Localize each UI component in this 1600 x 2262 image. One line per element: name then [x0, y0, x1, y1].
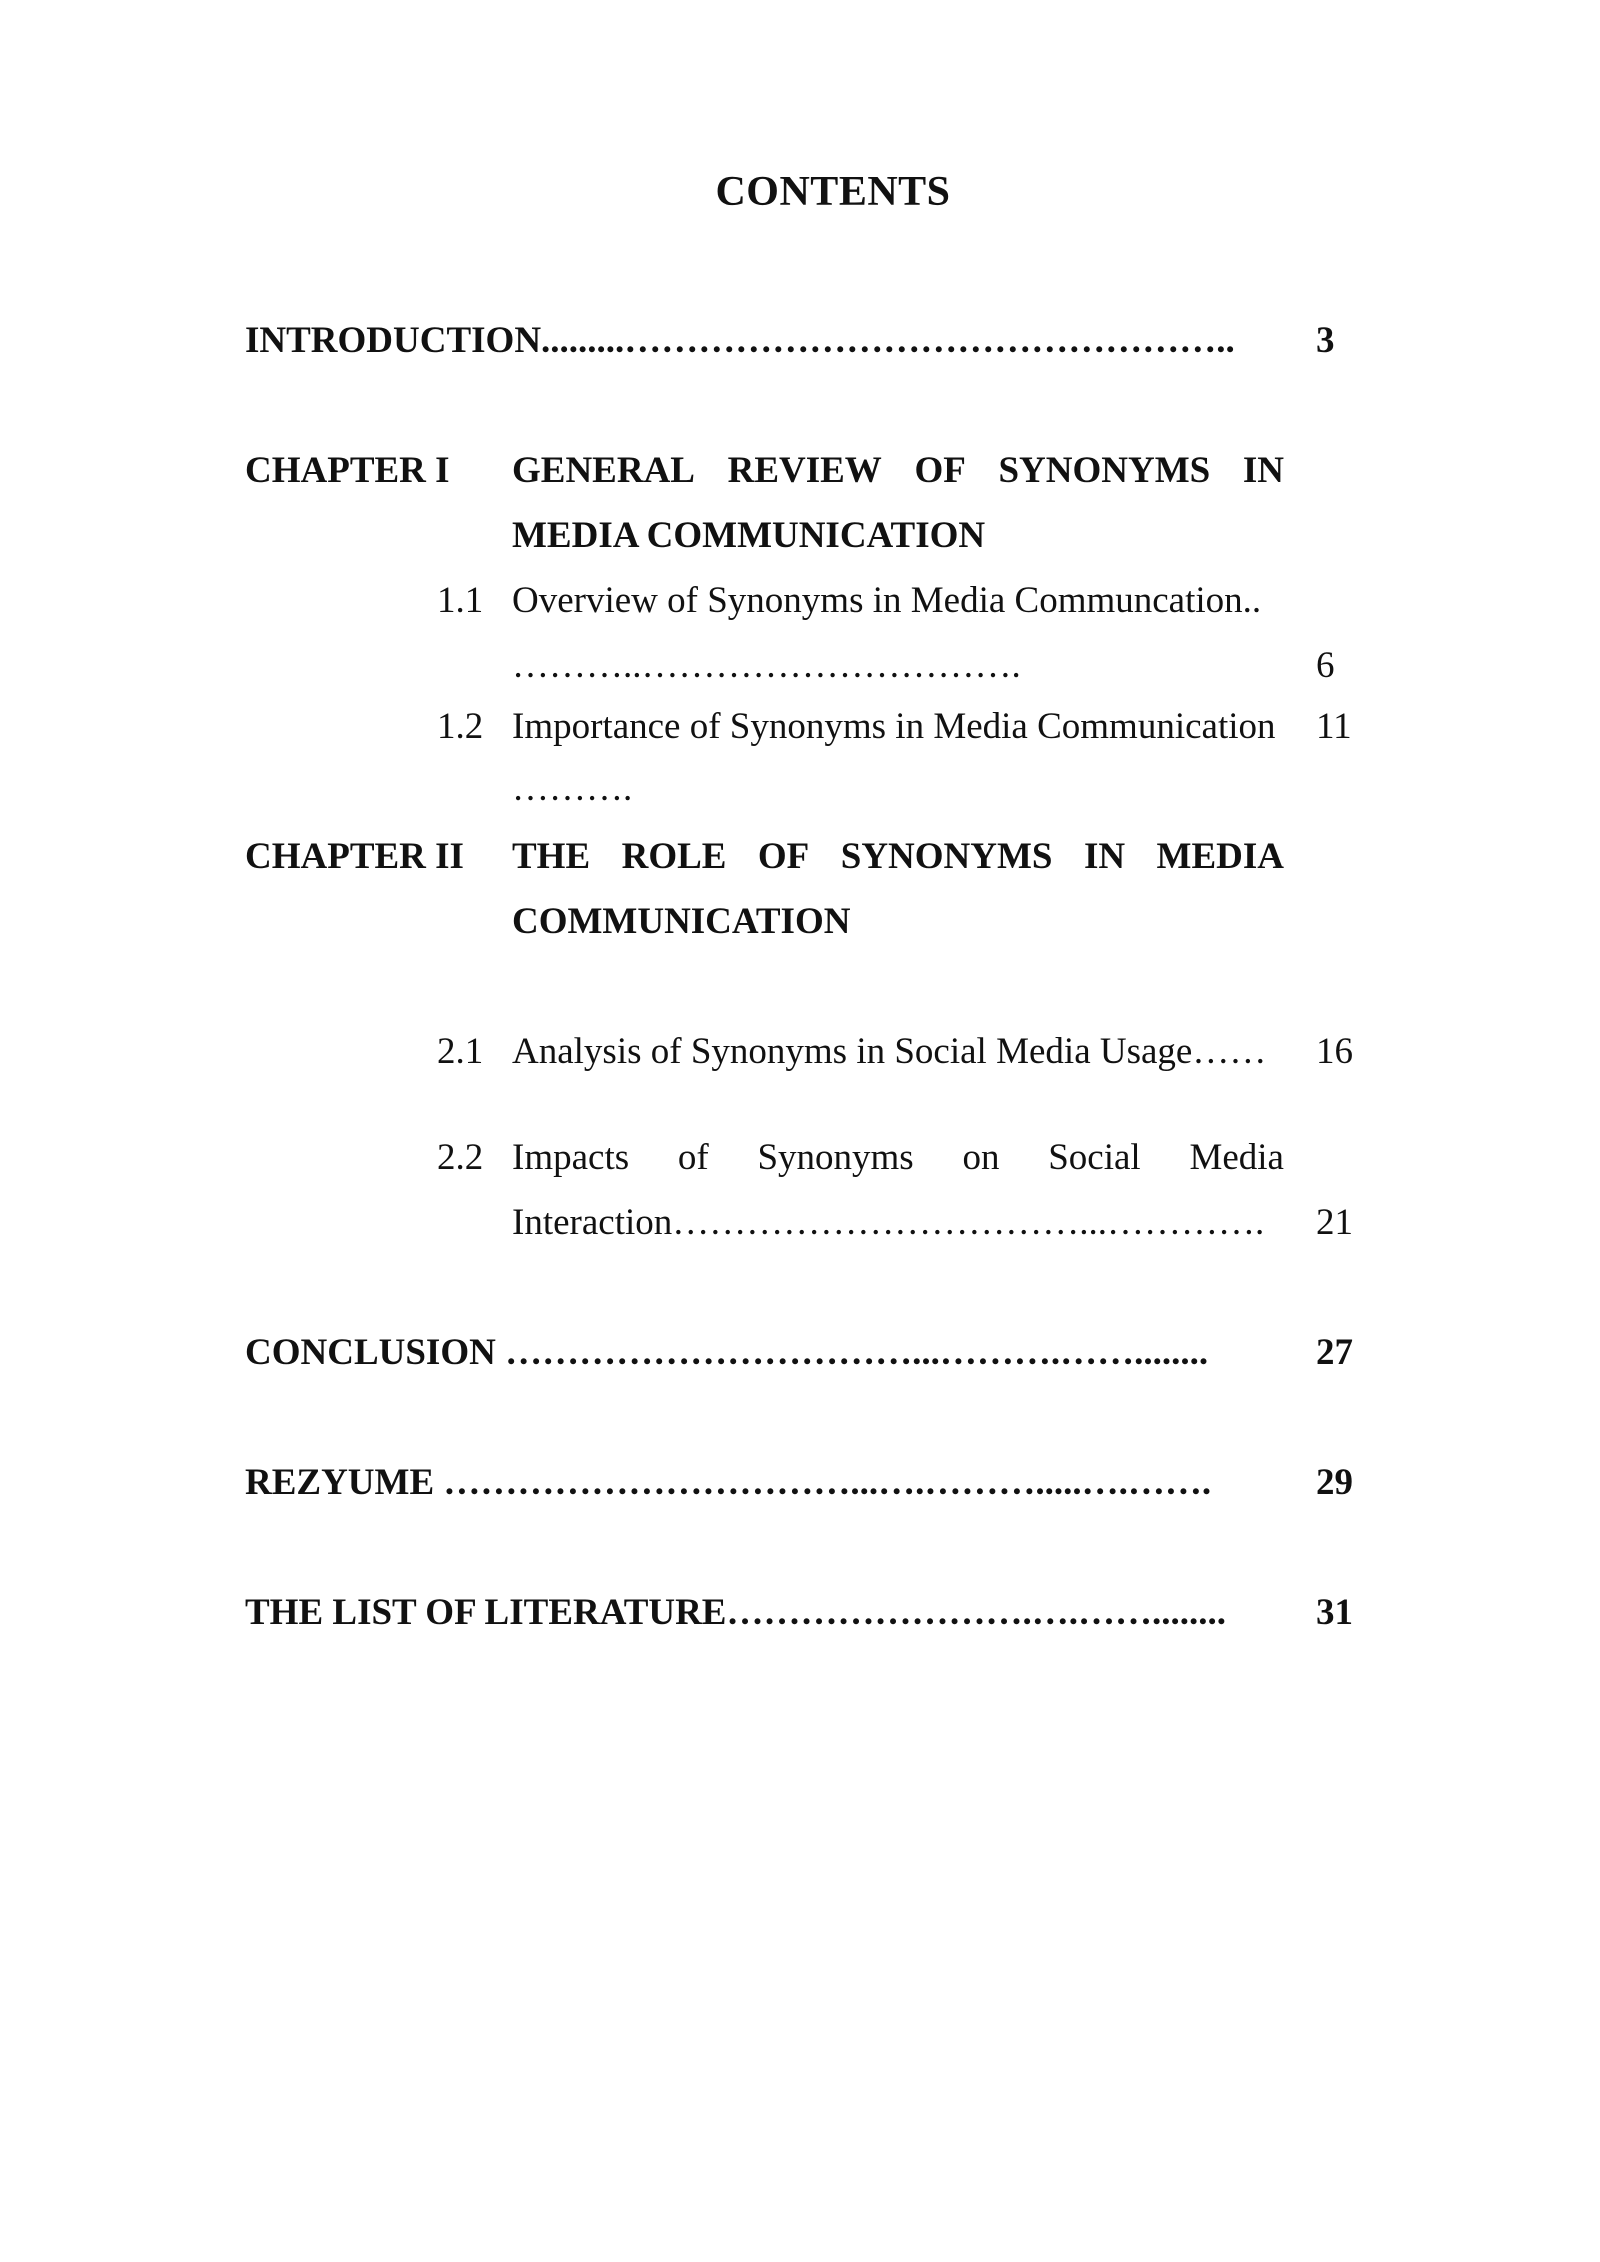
section-title-word: Social — [1048, 1137, 1141, 1178]
toc-page-1-2: 11 — [1316, 706, 1352, 747]
chapter-2-title-word: OF — [757, 836, 810, 877]
section-title-word: of — [677, 1137, 709, 1178]
section-number-2-2: 2.2 — [437, 1137, 484, 1178]
chapter-2-title-word: IN — [1083, 836, 1126, 877]
section-title-1-2: Importance of Synonyms in Media Communication — [512, 706, 1276, 747]
chapter-2-title-line1 — [512, 838, 1284, 875]
toc-page-2-2: 21 — [1316, 1202, 1353, 1243]
chapter-2-title-word: ROLE — [621, 836, 727, 877]
chapter-2-title-line2: COMMUNICATION — [512, 901, 851, 942]
section-title-2-1: Analysis of Synonyms in Social Media Usage…… — [512, 1031, 1267, 1072]
section-title-word: Synonyms — [757, 1137, 914, 1178]
toc-entry-conclusion: CONCLUSION ……………………………...……….……........ — [245, 1332, 1209, 1373]
chapter-1-title-word: GENERAL — [512, 450, 695, 491]
toc-page-conclusion: 27 — [1316, 1332, 1353, 1373]
section-title-word: Impacts — [512, 1137, 630, 1178]
toc-page-introduction: 3 — [1316, 320, 1335, 361]
page-title: CONTENTS — [715, 169, 951, 215]
chapter-1-label: CHAPTER I — [245, 450, 450, 491]
chapter-2-label: CHAPTER II — [245, 836, 464, 877]
section-leader-1-2: ………. — [512, 768, 633, 809]
toc-entry-rezyume: REZYUME ……………………………...….……….....….……. — [245, 1462, 1212, 1503]
section-title-2-2-line1 — [512, 1139, 1284, 1176]
chapter-1-title-word: REVIEW — [727, 450, 882, 491]
section-title-2-2-line2: Interaction……………………………...…………. — [512, 1202, 1265, 1243]
section-number-2-1: 2.1 — [437, 1031, 484, 1072]
toc-entry-literature: THE LIST OF LITERATURE…………………….….……........ — [245, 1592, 1226, 1633]
toc-entry-introduction: INTRODUCTION.........………………………………………….. — [245, 320, 1235, 361]
toc-page-rezyume: 29 — [1316, 1462, 1353, 1503]
section-title-word: on — [962, 1137, 1000, 1178]
chapter-1-title-line2: MEDIA COMMUNICATION — [512, 515, 986, 556]
chapter-2-title-word: THE — [512, 836, 591, 877]
section-leader-1-1: ………..…………………………. — [512, 645, 1021, 686]
toc-page-2-1: 16 — [1316, 1031, 1353, 1072]
chapter-1-title-line1 — [512, 452, 1284, 489]
chapter-1-title-word: SYNONYMS — [998, 450, 1211, 491]
chapter-1-title-word: OF — [914, 450, 966, 491]
toc-page-literature: 31 — [1316, 1592, 1353, 1633]
section-number-1-1: 1.1 — [437, 580, 484, 621]
toc-page-1-1: 6 — [1316, 645, 1335, 686]
section-title-1-1: Overview of Synonyms in Media Communcation.. — [512, 580, 1262, 621]
section-title-word: Media — [1189, 1137, 1284, 1178]
chapter-2-title-word: MEDIA — [1156, 836, 1284, 877]
section-number-1-2: 1.2 — [437, 706, 484, 747]
chapter-1-title-word: IN — [1242, 450, 1284, 491]
chapter-2-title-word: SYNONYMS — [840, 836, 1053, 877]
